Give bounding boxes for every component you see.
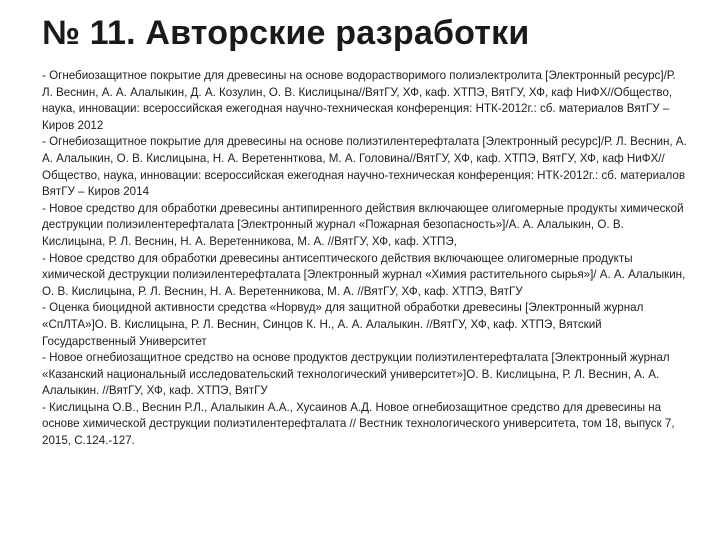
publication-entry-6: - Новое огнебиозащитное средство на основе продуктов деструкции полиэтилентерефталата [Электронный журнал «Казанский национальный исследовательский технологический университет»]О. В. Кислицына, Р. Л. Веснин, А. А. Алалыкин. //ВятГУ, ХФ, каф. ХТПЭ, ВятГУ	[42, 351, 670, 398]
publication-entry-5: - Оценка биоцидной активности средства «Норвуд» для защитной обработки древесины [Электронный журнал «СпЛТА»]О. В. Кислицына, Р. Л. Веснин, Синцов К. Н., А. А. Алалыкин. //ВятГУ, ХФ, каф. ХТПЭ, Вятский Государственный Университет	[42, 301, 644, 348]
publication-entry-1: - Огнебиозащитное покрытие для древесины на основе водорастворимого полиэлектролита [Электронный ресурс]/Р. Л. Веснин, А. А. Алалыкин, Д. А. Козулин, О. В. Кислицына//ВятГУ, ХФ, каф. ХТПЭ, ВятГУ, ХФ, каф НиФХ//Общество, наука, инновации: всероссийская ежегодная научно-техническая конференция: НТК-2012г.: сб. материалов ВятГУ – Киров 2012	[42, 69, 676, 132]
publication-entry-7: - Кислицына О.В., Веснин Р.Л., Алалыкин А.А., Хусаинов А.Д. Новое огнебиозащитное средство для древесины на основе химической деструкции полиэтилентерефталата // Вестник технологического университета, том 18, выпуск 7, 2015, С.124.-127.	[42, 400, 675, 448]
publication-entry-3: - Новое средство для обработки древесины антипиренного действия включающее олигомерные продукты химической деструкции полиэилентерефталата [Электронный журнал «Пожарная безопасность»]/А. А. Алалыкин, О. В. Кислицына, Р. Л. Веснин, Н. А. Веретенникова, М. А. //ВятГУ, ХФ, каф. ХТПЭ,	[42, 201, 684, 248]
publication-entry-4: - Новое средство для обработки древесины антисептического действия включающее олигомерные продукты химической деструкции полиэилентерефталата [Электронный журнал «Химия растительного сырья»]/ А. А. Алалыкин, О. В. Кислицына, Р. Л. Веснин, Н. А. Веретенникова, М. А. //ВятГУ, ХФ, каф. ХТПЭ, ВятГУ	[42, 251, 686, 298]
publications-list	[42, 68, 688, 450]
slide-title: № 11. Авторские разработки	[42, 14, 530, 52]
publication-entry-2: - Огнебиозащитное покрытие для древесины на основе полиэтилентерефталата [Электронный ресурс]/Р. Л. Веснин, А. А. Алалыкин, О. В. Кислицына, Н. А. Веретеннткова, М. А. Головина//ВятГУ, ХФ, каф. ХТПЭ, ВятГУ, ХФ, каф НиФХ//Общество, наука, инновации: всероссийская ежегодная научно-техническая конференция: НТК-2012г.: сб. материалов ВятГУ – Киров 2014	[42, 135, 687, 199]
